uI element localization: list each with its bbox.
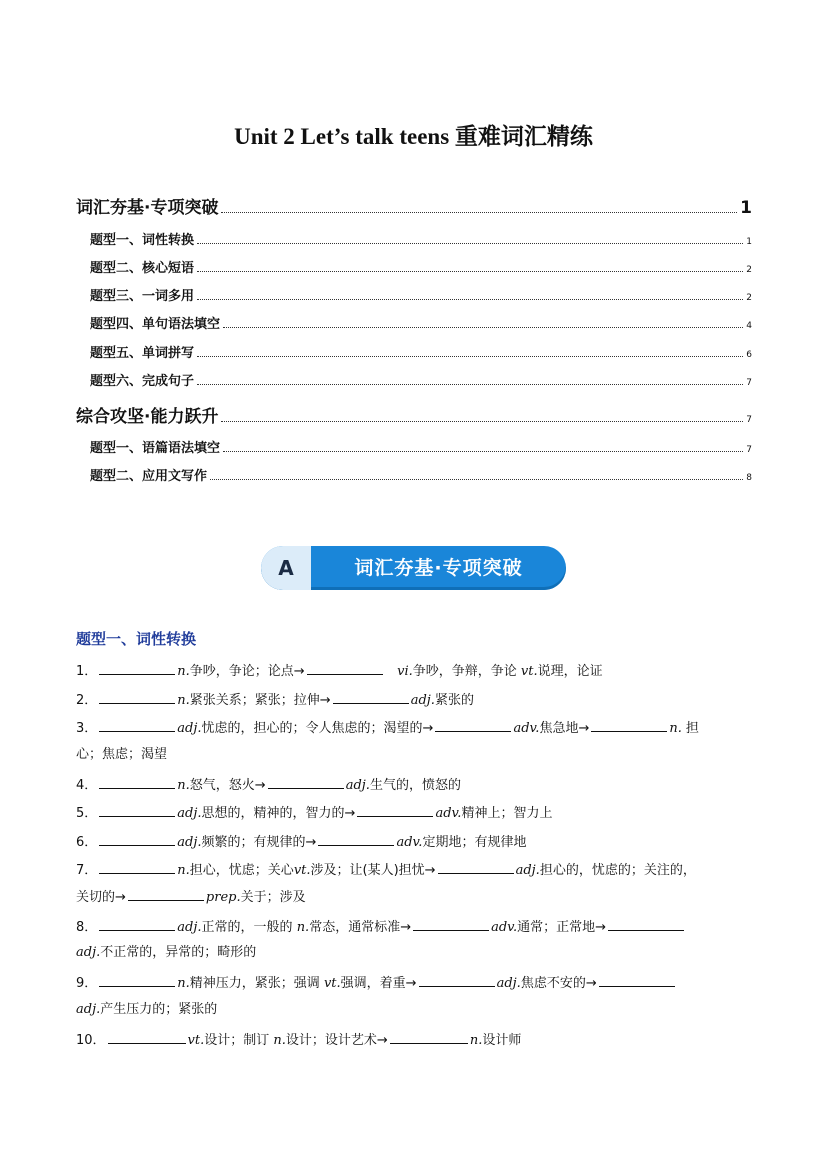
page-title: Unit 2 Let’s talk teens 重难词汇精练 [234, 124, 593, 149]
definition: 涉及；让(某人)担忧→ [310, 863, 436, 878]
question-number: 9． [76, 976, 98, 991]
answer-blank[interactable] [99, 689, 175, 704]
part-of-speech: n. [177, 693, 190, 708]
question-number: 8． [76, 920, 98, 935]
part-of-speech: n. [177, 664, 190, 679]
part-of-speech: adj. [177, 920, 202, 935]
answer-blank[interactable] [591, 717, 667, 732]
toc-label: 题型一、语篇语法填空 [90, 441, 221, 456]
part-of-speech: n. [177, 778, 190, 793]
part-of-speech: adj. [76, 945, 101, 960]
answer-blank[interactable] [99, 859, 175, 874]
part-of-speech: n. [273, 1033, 286, 1048]
banner-letter: A [278, 556, 294, 580]
part-of-speech: adj. [177, 835, 202, 850]
definition: 常态，通常标准→ [309, 920, 412, 935]
question-number: 2． [76, 693, 98, 708]
part-of-speech: vt. [520, 664, 538, 679]
definition: 关切的→ [76, 890, 126, 905]
toc-leader [223, 451, 743, 452]
answer-blank[interactable] [333, 689, 409, 704]
definition: 思想的，精神的，智力的→ [201, 806, 356, 821]
toc-label: 题型四、单句语法填空 [90, 317, 221, 332]
answer-blank[interactable] [99, 916, 175, 931]
toc-entry[interactable] [90, 257, 752, 276]
question-8-continued [76, 943, 752, 963]
part-of-speech: adv. [435, 806, 462, 821]
toc-page: 7 [746, 445, 752, 455]
question-number: 10． [76, 1033, 106, 1048]
part-of-speech: prep. [205, 890, 241, 905]
definition: 频繁的；有规律的→ [201, 835, 317, 850]
definition: 心；焦虑；渴望 [76, 747, 168, 762]
question-2 [76, 689, 752, 711]
toc-leader [197, 271, 743, 272]
answer-blank[interactable] [99, 802, 175, 817]
answer-blank[interactable] [599, 972, 675, 987]
answer-blank[interactable] [318, 831, 394, 846]
toc-page: 7 [746, 378, 752, 388]
part-of-speech: adj. [177, 721, 202, 736]
toc-page: 6 [746, 350, 752, 360]
part-of-speech: n. [469, 1033, 483, 1048]
toc-label: 词汇夯基·专项突破 [76, 198, 219, 218]
toc-entry[interactable] [90, 229, 752, 248]
question-number: 7． [76, 863, 98, 878]
part-of-speech: n. [669, 721, 682, 736]
definition: 说理，论证 [537, 664, 603, 679]
part-of-speech: adj. [410, 693, 435, 708]
section-heading: 题型一、词性转换 [76, 630, 197, 648]
answer-blank[interactable] [128, 886, 204, 901]
definition: 焦虑不安的→ [520, 976, 597, 991]
question-number: 4． [76, 778, 98, 793]
answer-blank[interactable] [608, 916, 684, 931]
part-of-speech: adj. [76, 1002, 101, 1017]
question-6 [76, 831, 752, 853]
question-7-continued [76, 886, 752, 908]
toc-page: 7 [746, 415, 752, 425]
answer-blank[interactable] [307, 660, 383, 675]
toc-label: 题型六、完成句子 [90, 374, 195, 389]
question-number: 1． [76, 664, 98, 679]
part-of-speech: n. [296, 920, 310, 935]
section-banner [261, 546, 566, 590]
part-of-speech: vt. [323, 976, 341, 991]
definition: 定期地；有规律地 [422, 835, 527, 850]
toc-leader [197, 356, 743, 357]
definition: 争吵，争论；论点→ [189, 664, 305, 679]
part-of-speech: adj. [496, 976, 521, 991]
answer-blank[interactable] [99, 972, 175, 987]
toc-label: 题型一、词性转换 [90, 233, 195, 248]
definition: 设计师 [482, 1033, 522, 1048]
part-of-speech: adj. [345, 778, 370, 793]
answer-blank[interactable] [419, 972, 495, 987]
toc-entry[interactable] [90, 370, 752, 389]
question-9 [76, 972, 752, 994]
toc-page: 8 [746, 473, 752, 483]
definition: 不正常的，异常的；畸形的 [100, 945, 257, 960]
answer-blank[interactable] [390, 1029, 468, 1044]
toc-leader [197, 299, 743, 300]
part-of-speech: adv. [396, 835, 423, 850]
toc-entry[interactable] [90, 465, 752, 484]
answer-blank[interactable] [357, 802, 433, 817]
definition: 怒气，怒火→ [189, 778, 266, 793]
toc-entry[interactable] [76, 193, 752, 218]
toc-entry[interactable] [76, 402, 752, 427]
answer-blank[interactable] [99, 831, 175, 846]
answer-blank[interactable] [108, 1029, 186, 1044]
part-of-speech: vi. [397, 664, 413, 679]
banner-text: 词汇夯基·专项突破 [354, 557, 523, 579]
toc-entry[interactable] [90, 342, 752, 361]
toc-page: 4 [746, 321, 752, 331]
toc-label: 题型二、核心短语 [90, 261, 195, 276]
definition: 设计；制订 [204, 1033, 270, 1048]
toc-label: 综合攻坚·能力跃升 [76, 407, 219, 427]
toc-leader [197, 243, 743, 244]
question-5 [76, 802, 752, 824]
answer-blank[interactable] [99, 660, 175, 675]
definition: 正常的，一般的 [201, 920, 293, 935]
definition: 通常；正常地→ [517, 920, 607, 935]
toc-page: 2 [746, 265, 752, 275]
toc-entry[interactable] [90, 313, 752, 332]
definition: 担 [685, 721, 699, 736]
definition: 担心，忧虑；关心 [189, 863, 294, 878]
toc-leader [221, 421, 743, 422]
toc-leader [221, 212, 737, 213]
answer-blank[interactable] [268, 774, 344, 789]
toc-entry[interactable] [90, 437, 752, 456]
part-of-speech: vt. [293, 863, 311, 878]
answer-blank[interactable] [438, 859, 514, 874]
answer-blank[interactable] [99, 774, 175, 789]
definition: 焦急地→ [539, 721, 590, 736]
question-number: 3． [76, 721, 98, 736]
toc-label: 题型五、单词拼写 [90, 346, 195, 361]
question-number: 6． [76, 835, 98, 850]
toc-leader [210, 479, 743, 480]
part-of-speech: n. [177, 863, 190, 878]
question-number: 5． [76, 806, 98, 821]
toc-leader [223, 327, 743, 328]
toc-page: 1 [746, 237, 752, 247]
definition: 设计；设计艺术→ [285, 1033, 388, 1048]
toc-label: 题型三、一词多用 [90, 289, 195, 304]
definition: 强调，着重→ [340, 976, 417, 991]
part-of-speech: adj. [177, 806, 202, 821]
definition: 争吵，争辩，争论 [412, 664, 517, 679]
definition: 生气的，愤怒的 [369, 778, 461, 793]
definition: 产生压力的；紧张的 [100, 1002, 218, 1017]
question-10 [76, 1029, 752, 1051]
part-of-speech: adv. [491, 920, 518, 935]
answer-blank[interactable] [435, 717, 511, 732]
definition: 精神压力，紧张；强调 [189, 976, 320, 991]
part-of-speech: vt. [187, 1033, 205, 1048]
question-4 [76, 774, 752, 796]
toc-page: 2 [746, 293, 752, 303]
toc-entry[interactable] [90, 285, 752, 304]
toc-leader [197, 384, 743, 385]
question-1 [76, 660, 752, 682]
question-7 [76, 859, 752, 881]
answer-blank[interactable] [413, 916, 489, 931]
question-3 [76, 717, 752, 739]
part-of-speech: n. [177, 976, 190, 991]
part-of-speech: adv. [513, 721, 540, 736]
toc-label: 题型二、应用文写作 [90, 469, 208, 484]
part-of-speech: adj. [515, 863, 540, 878]
definition: 紧张的 [434, 693, 474, 708]
answer-blank[interactable] [99, 717, 175, 732]
definition: 关于；涉及 [240, 890, 306, 905]
definition: 精神上；智力上 [461, 806, 553, 821]
definition: 忧虑的，担心的；令人焦虑的；渴望的→ [201, 721, 434, 736]
question-9-continued [76, 1000, 752, 1020]
question-3-continued [76, 745, 752, 765]
question-8 [76, 916, 752, 938]
definition: 紧张关系；紧张；拉伸→ [189, 693, 331, 708]
toc-page: 1 [740, 198, 752, 218]
definition: 担心的，忧虑的；关注的， [539, 863, 696, 878]
